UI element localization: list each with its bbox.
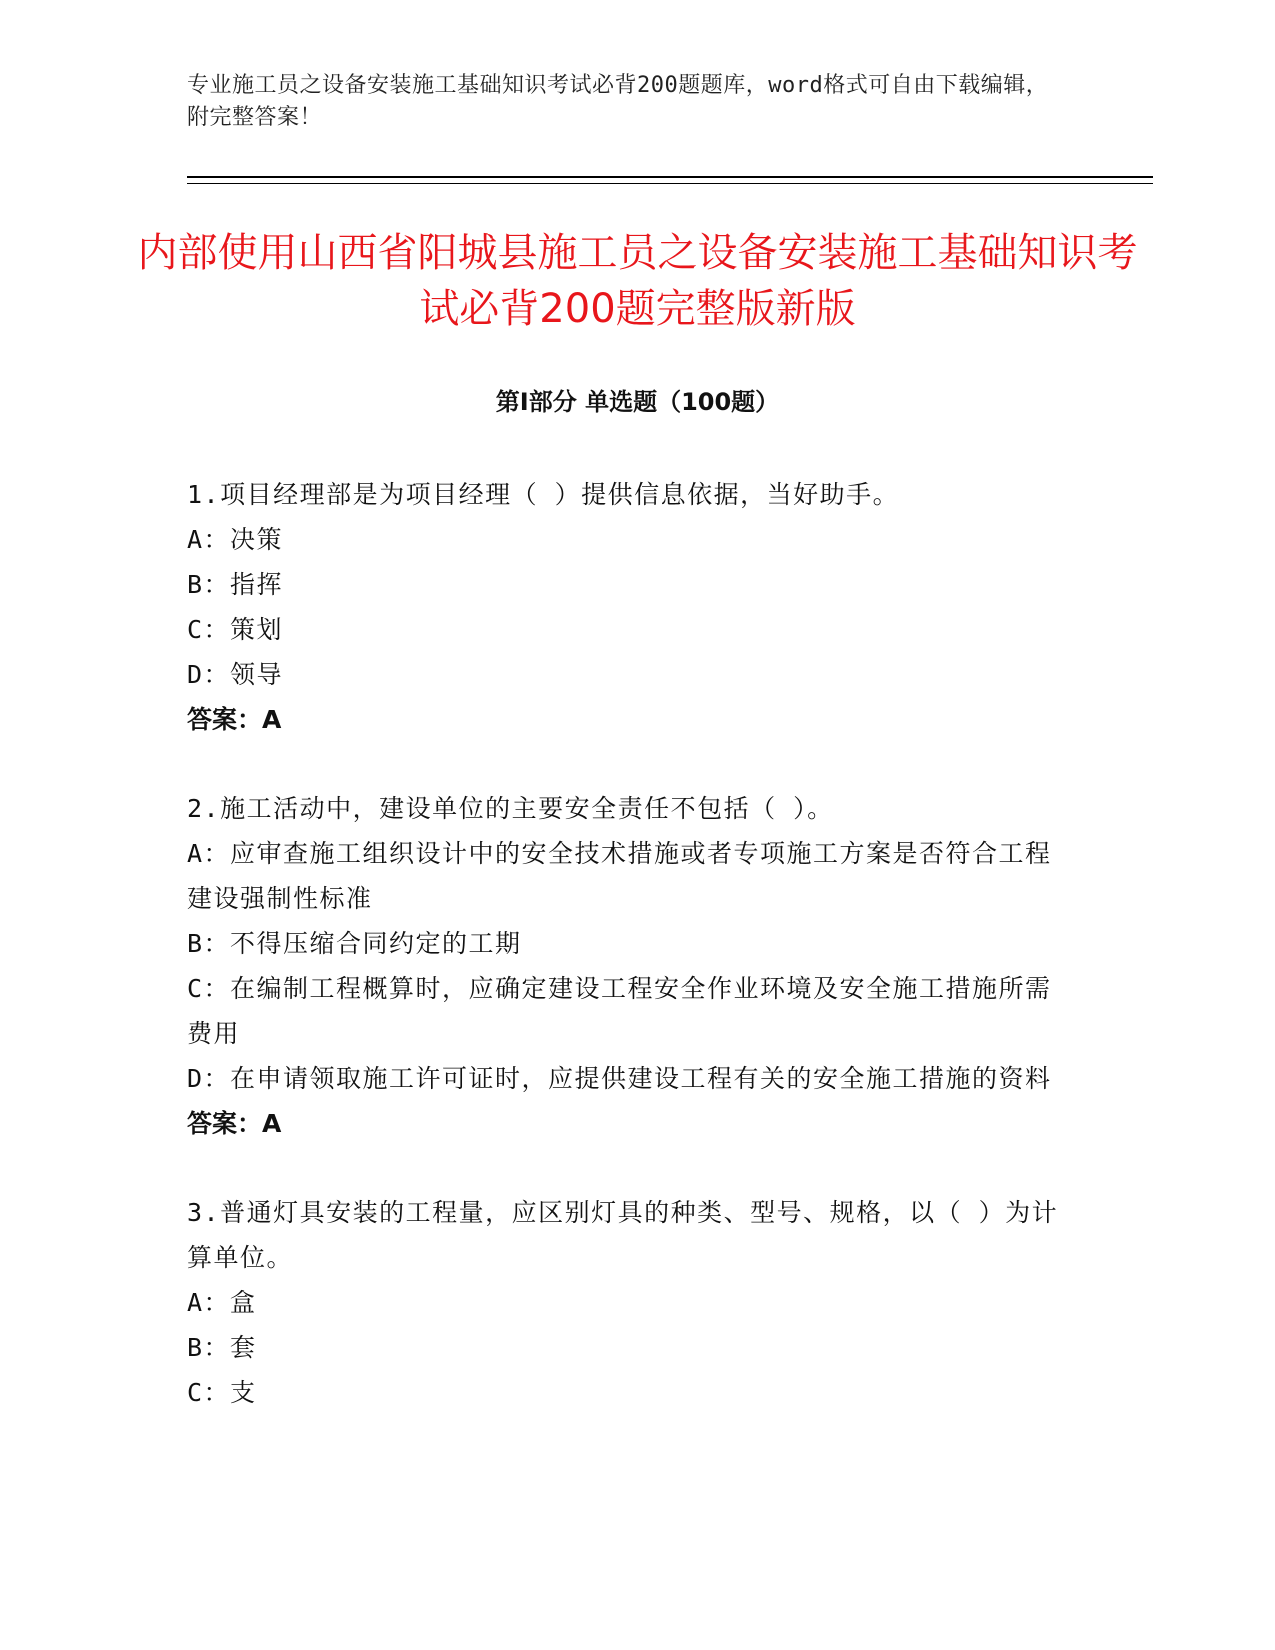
option-c: C：支 <box>187 1378 257 1407</box>
header-rule-thin <box>187 183 1153 184</box>
question-2 <box>187 786 1067 1146</box>
question-stem: 1.项目经理部是为项目经理（ ）提供信息依据，当好助手。 <box>187 480 900 509</box>
option-b: B：不得压缩合同约定的工期 <box>187 929 522 958</box>
document-title: 内部使用山西省阳城县施工员之设备安装施工基础知识考试必背200题完整版新版 <box>137 230 1138 332</box>
section-heading: 第Ⅰ部分 单选题（100题） <box>495 388 780 416</box>
question-1 <box>187 472 1067 742</box>
option-c: C：在编制工程概算时，应确定建设工程安全作业环境及安全施工措施所需费用 <box>187 974 1052 1048</box>
option-c: C：策划 <box>187 615 284 644</box>
option-a: A：应审查施工组织设计中的安全技术措施或者专项施工方案是否符合工程建设强制性标准 <box>187 839 1052 913</box>
option-b: B：指挥 <box>187 570 284 599</box>
option-d: D：在申请领取施工许可证时，应提供建设工程有关的安全施工措施的资料 <box>187 1064 1052 1093</box>
question-list <box>187 472 1067 1459</box>
header-rule-thick <box>187 176 1153 178</box>
header-note: 专业施工员之设备安装施工基础知识考试必背200题题库，word格式可自由下载编辑，附完整答案！ <box>187 73 1049 130</box>
option-b: B：套 <box>187 1333 257 1362</box>
answer-label: 答案：A <box>187 1109 282 1138</box>
question-3 <box>187 1190 1067 1415</box>
option-a: A：盒 <box>187 1288 257 1317</box>
question-stem: 2.施工活动中，建设单位的主要安全责任不包括（ ）。 <box>187 794 834 823</box>
question-stem: 3.普通灯具安装的工程量，应区别灯具的种类、型号、规格，以（ ）为计算单位。 <box>187 1198 1059 1272</box>
answer-label: 答案：A <box>187 705 282 734</box>
option-a: A：决策 <box>187 525 284 554</box>
option-d: D：领导 <box>187 660 284 689</box>
